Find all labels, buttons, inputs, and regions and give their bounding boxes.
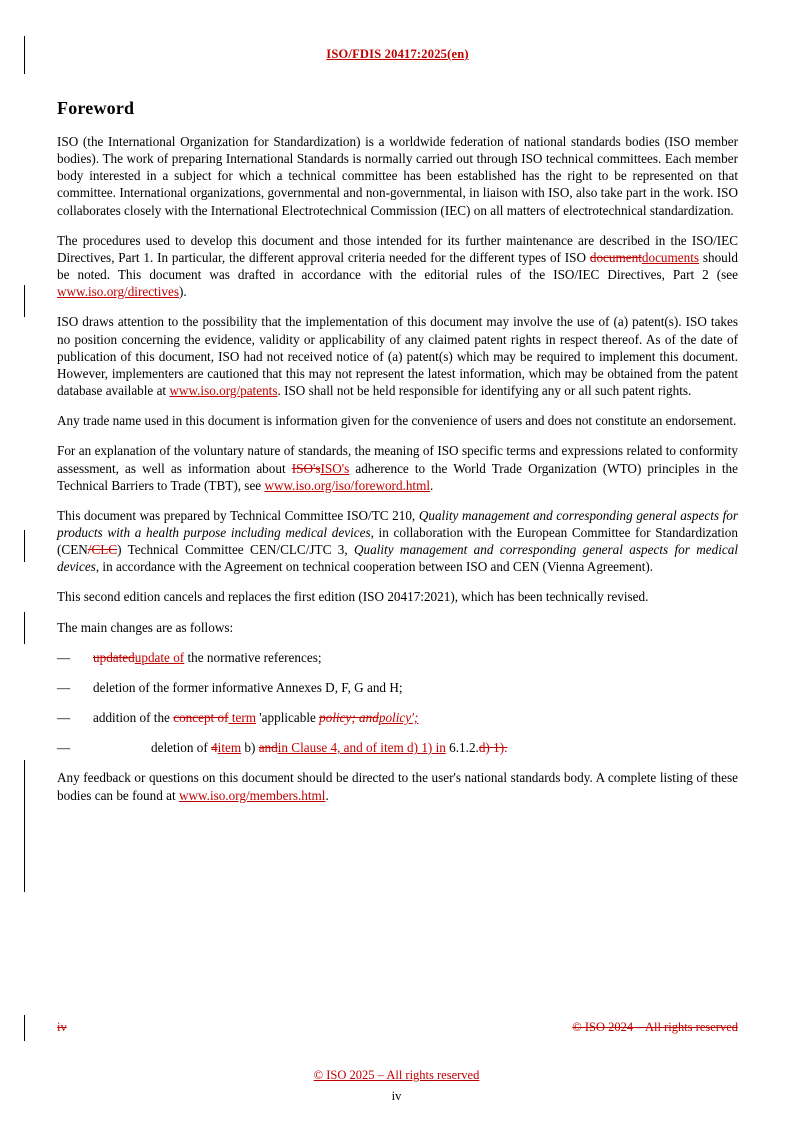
text-segment: The procedures used to develop this document and those intended for its further maintenance are described in the ISO/IEC Directives, Part 1. In particular, the different approval criteria needed for the different types of ISO — [57, 232, 738, 265]
change-bar — [24, 760, 25, 892]
text-segment: . ISO shall not be held responsible for identifying any or all such patent rights. — [277, 383, 692, 399]
list-dash: — — [57, 679, 71, 695]
text-segment: ) Technical Committee CEN/CLC/JTC 3, — [117, 542, 354, 558]
link-patents[interactable]: www.iso.org/patents — [169, 383, 278, 399]
link-foreword[interactable]: www.iso.org/iso/foreword.html — [264, 477, 431, 493]
committee-title-2: Quality management and corresponding general aspects for medical devices — [57, 542, 738, 575]
list-item — [57, 739, 738, 756]
text-segment: ISO draws attention to the possibility that the implementation of this document may involve the use of (a) patent(s). ISO takes no position concerning the evidence, validity or applicability of any claimed patent rights in respect thereof. As of the date of publication of this document, ISO had not received notice of (a) patent(s) which may be required to implement this document. However, implementers are cautioned that this may not represent the latest information, which may be obtained from the patent database available at — [57, 314, 738, 399]
text-segment: This second edition cancels and replaces the first edition (ISO 20417:2021), which has been technically revised. — [57, 589, 649, 605]
text-segment: This document was prepared by Technical Committee ISO/TC 210, — [57, 507, 419, 523]
text-segment: deletion of — [151, 740, 212, 756]
text-segment: adherence to the World Trade Organization (WTO) principles in the Technical Barriers to Trade (TBT), see — [57, 460, 738, 493]
text-segment: Any trade name used in this document is information given for the convenience of users and does not constitute an endorsement. — [57, 413, 737, 429]
text-segment: ). — [178, 284, 187, 300]
paragraph-voluntary-nature — [57, 442, 738, 493]
paragraph-text: ISO (the International Organization for Standardization) is a worldwide federation of national standards bodies (ISO member bodies). The work of preparing International Standards is normally carried out through ISO technical committees. Each member body interested in a subject for which a technical committee has been established has the right to be represented on that committee. International organizations, governmental and non-governmental, in liaison with ISO, also take part in the work. ISO collaborates closely with the International Electrotechnical Commission (IEC) on all matters of electrotechnical standardization. — [57, 134, 738, 218]
text-segment: For an explanation of the voluntary nature of standards, the meaning of ISO specific terms and expressions related to conformity assessment, as well as information about — [57, 443, 738, 476]
paragraph-patents — [57, 313, 738, 399]
change-bar — [24, 36, 25, 74]
footer-copyright-new: © ISO 2025 – All rights reserved — [313, 1068, 480, 1082]
list-dash: — — [57, 710, 71, 726]
inserted-text: policy'; — [378, 710, 419, 726]
inserted-text: item — [217, 740, 242, 756]
text-segment: b) — [241, 740, 259, 756]
footer-page-number-new: iv — [391, 1089, 402, 1103]
list-item — [57, 679, 738, 696]
inserted-text: ISO's — [320, 460, 350, 476]
paragraph-main-changes-intro — [57, 619, 738, 636]
text-segment: The main changes are as follows: — [57, 619, 234, 635]
footer-copyright-old: © ISO 2024 – All rights reserved — [572, 1020, 738, 1034]
deleted-text: concept of — [173, 710, 229, 726]
text-segment: the normative references; — [184, 649, 322, 665]
text-segment: should be noted. This document was drafted in accordance with the editorial rules of the ISO/IEC Directives, Part 2 (see — [57, 249, 739, 283]
paragraph-edition — [57, 588, 738, 605]
deleted-text: document — [589, 249, 642, 265]
text-segment: addition of the — [93, 710, 174, 726]
change-bar — [24, 285, 25, 317]
change-bar — [24, 530, 25, 562]
text-segment: , in accordance with the Agreement on technical cooperation between ISO and CEN (Vienna Agreement). — [95, 559, 654, 575]
list-dash: — — [57, 649, 71, 665]
inserted-text: in Clause 4, and of item d) 1) in — [277, 740, 446, 756]
deleted-text: d) 1) — [478, 740, 505, 756]
deleted-text: /CLC — [87, 542, 118, 558]
deleted-text: ISO's — [291, 460, 321, 476]
list-item — [57, 649, 738, 666]
deleted-text: updated — [93, 649, 135, 665]
link-members[interactable]: www.iso.org/members.html — [178, 787, 326, 803]
paragraph-committee — [57, 507, 738, 576]
document-reference-header: ISO/FDIS 20417:2025(en) — [326, 47, 469, 61]
page-title: Foreword — [57, 98, 135, 118]
committee-title-1: Quality management and corresponding general aspects for products with a health purpose including medical devices — [57, 507, 738, 540]
link-directives[interactable]: www.iso.org/directives — [57, 284, 179, 300]
deleted-text: and — [258, 740, 278, 756]
deleted-text: . — [504, 740, 508, 756]
text-segment: 'applicable — [255, 710, 320, 726]
text-segment: Any feedback or questions on this document should be directed to the user's national standards body. A complete listing of these bodies can be found at — [57, 770, 738, 803]
text-segment: deletion of the former informative Annexes D, F, G and H; — [93, 679, 403, 695]
page-content — [57, 0, 738, 817]
deleted-text: 4 — [211, 740, 218, 756]
text-segment: , in collaboration with the European Committee for Standardization (CEN — [57, 524, 738, 558]
footer-page-number-old: iv — [57, 1020, 67, 1034]
text-segment: . — [430, 477, 434, 493]
paragraph-procedures — [57, 232, 738, 301]
inserted-text: update of — [134, 649, 185, 665]
page-footer — [57, 1020, 738, 1035]
text-segment: . — [325, 787, 329, 803]
inserted-text: documents — [641, 249, 700, 265]
paragraph-trade-name — [57, 412, 738, 429]
list-item — [57, 709, 738, 726]
paragraph-iso-intro — [57, 133, 738, 219]
change-bar — [24, 1015, 25, 1041]
change-bar — [24, 612, 25, 644]
deleted-text: policy; and — [319, 710, 379, 726]
list-dash: — — [57, 740, 71, 756]
paragraph-feedback — [57, 769, 738, 803]
inserted-text: term — [228, 710, 256, 726]
text-segment: 6.1.2. — [445, 740, 479, 756]
